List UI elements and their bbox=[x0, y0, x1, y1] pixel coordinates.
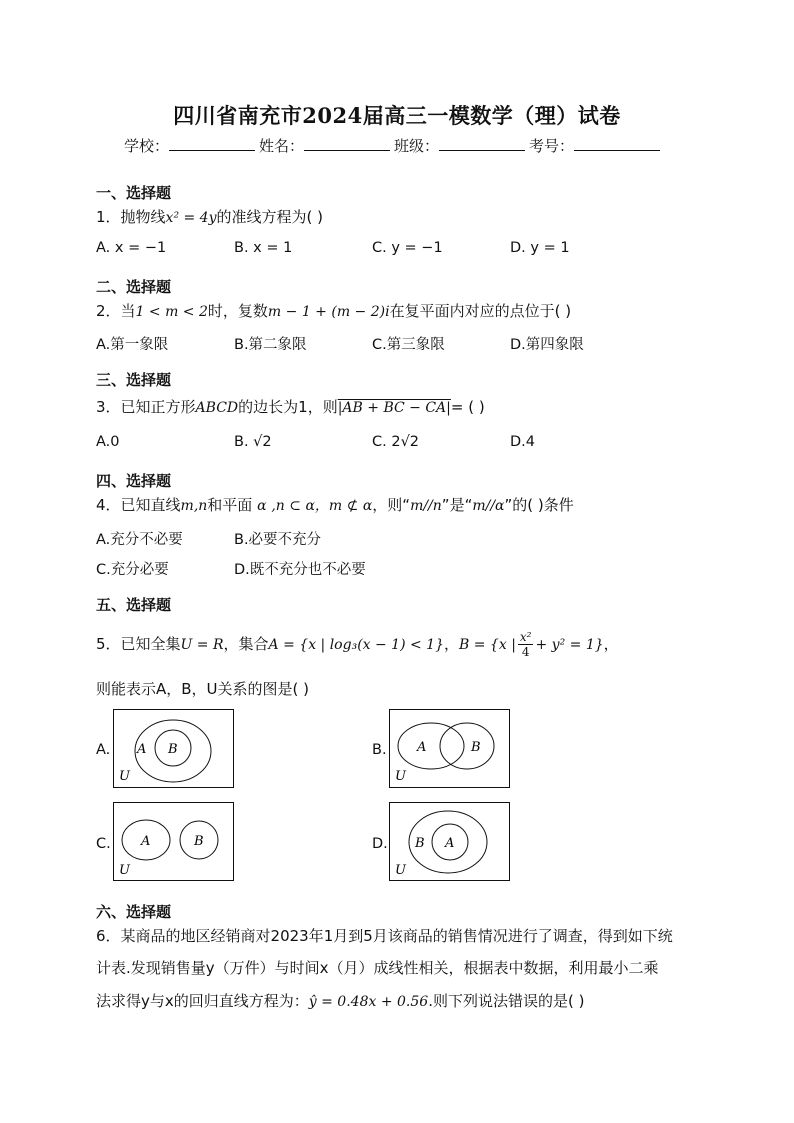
q5-end: ， bbox=[603, 635, 619, 653]
q4-text: ,n ⊂ α， bbox=[271, 498, 329, 514]
q4-option-a[interactable]: A.充分不必要 bbox=[96, 532, 183, 548]
universal-label: U bbox=[119, 863, 130, 878]
q4-expression: m//α bbox=[472, 498, 505, 514]
q5-option-a[interactable]: A. bbox=[96, 742, 111, 758]
q4-text: ，则“ bbox=[372, 496, 411, 514]
set-a-label: A bbox=[417, 740, 427, 755]
q1-option-d[interactable]: D. y = 1 bbox=[510, 240, 570, 256]
q2-suffix: 在复平面内对应的点位于( ) bbox=[389, 302, 572, 320]
set-b-label: B bbox=[194, 834, 204, 849]
q5-fraction-numerator: x² bbox=[519, 630, 532, 644]
venn-diagram-b[interactable] bbox=[389, 709, 511, 789]
q2-option-c[interactable]: C.第三象限 bbox=[372, 337, 445, 353]
section-heading: 五、选择题 bbox=[96, 596, 172, 614]
q4-expression: m//n bbox=[410, 498, 442, 514]
universal-label: U bbox=[395, 863, 406, 878]
question-2 bbox=[96, 300, 571, 321]
q2-option-a[interactable]: A.第一象限 bbox=[96, 337, 169, 353]
q1-expression: x² = 4y bbox=[165, 210, 217, 226]
q4-option-d[interactable]: D.既不充分也不必要 bbox=[234, 562, 366, 578]
q5-fraction bbox=[518, 630, 534, 659]
q4-text: ”是“ bbox=[441, 496, 473, 514]
q2-option-d[interactable]: D.第四象限 bbox=[510, 337, 584, 353]
set-a-label: A bbox=[141, 834, 151, 849]
question-3 bbox=[96, 396, 485, 417]
q2-option-b[interactable]: B.第二象限 bbox=[234, 337, 307, 353]
q5-prefix: 5．已知全集 bbox=[96, 635, 181, 653]
set-a-label: A bbox=[137, 742, 147, 757]
q2-prefix: 2．当 bbox=[96, 302, 136, 320]
page-title: 四川省南充市2024届高三一模数学（理）试卷 bbox=[173, 103, 621, 128]
q5-line-2: 则能表示A，B，U关系的图是( ) bbox=[96, 680, 310, 698]
q5-option-c[interactable]: C. bbox=[96, 836, 111, 852]
venn-diagram-c[interactable] bbox=[113, 802, 235, 882]
name-label: 姓名： bbox=[259, 137, 305, 155]
q4-option-b[interactable]: B.必要不充分 bbox=[234, 532, 322, 548]
number-blank[interactable] bbox=[574, 136, 660, 151]
q4-expression: m ⊄ α bbox=[328, 498, 373, 514]
q1-option-b[interactable]: B. x = 1 bbox=[234, 240, 293, 256]
section-heading: 四、选择题 bbox=[96, 472, 172, 490]
q2-mid: 时，复数 bbox=[207, 302, 268, 320]
universal-rect bbox=[114, 803, 234, 881]
section-heading: 三、选择题 bbox=[96, 371, 172, 389]
school-label: 学校： bbox=[124, 137, 170, 155]
question-1 bbox=[96, 206, 323, 227]
q4-alpha: α bbox=[257, 498, 267, 514]
venn-diagram-d[interactable] bbox=[389, 802, 511, 882]
q6-regression-equation: ŷ = 0.48x + 0.56 bbox=[308, 994, 429, 1010]
q5-option-b[interactable]: B. bbox=[372, 742, 387, 758]
q3-suffix: = ( ) bbox=[450, 398, 485, 416]
set-b-label: B bbox=[415, 836, 425, 851]
q4-text: 和平面 bbox=[207, 496, 253, 514]
q6-line-3-suffix: .则下列说法错误的是( ) bbox=[428, 992, 585, 1010]
q6-line-2: 计表.发现销售量y（万件）与时间x（月）成线性相关，根据表中数据，利用最小二乘 bbox=[96, 959, 659, 977]
set-a-label: A bbox=[445, 836, 455, 851]
q3-prefix: 3．已知正方形 bbox=[96, 398, 196, 416]
q1-option-c[interactable]: C. y = −1 bbox=[372, 240, 443, 256]
question-5 bbox=[96, 630, 619, 659]
q5-set-a: A = {x | log₃(x − 1) < 1} bbox=[268, 637, 444, 653]
q3-mid: 的边长为1，则 bbox=[238, 398, 338, 416]
q5-mid: ，集合 bbox=[223, 635, 269, 653]
q5-set-b-left: B = {x | bbox=[459, 637, 516, 653]
q6-line-3-text: 法求得y与x的回归直线方程为： bbox=[96, 992, 309, 1010]
universal-label: U bbox=[395, 769, 406, 784]
q2-condition: 1 < m < 2 bbox=[135, 304, 208, 320]
q1-prefix: 1．抛物线 bbox=[96, 208, 166, 226]
q2-expression: m − 1 + (m − 2)i bbox=[267, 304, 390, 320]
class-label: 班级： bbox=[394, 137, 440, 155]
q1-option-a[interactable]: A. x = −1 bbox=[96, 240, 167, 256]
q3-option-c[interactable]: C. 2√2 bbox=[372, 434, 420, 450]
set-b-label: B bbox=[471, 740, 481, 755]
q5-set-b-right: + y² = 1} bbox=[535, 637, 604, 653]
q3-shape: ABCD bbox=[195, 400, 239, 416]
student-info bbox=[124, 135, 664, 156]
q6-line-3 bbox=[96, 990, 584, 1011]
section-heading: 二、选择题 bbox=[96, 278, 172, 296]
number-label: 考号： bbox=[529, 137, 575, 155]
class-blank[interactable] bbox=[439, 136, 525, 151]
q5-fraction-denominator: 4 bbox=[521, 645, 530, 659]
q5-universal-set: U = R bbox=[180, 637, 224, 653]
set-b-label: B bbox=[168, 742, 178, 757]
set-a-ellipse bbox=[398, 723, 464, 769]
q1-suffix: 的准线方程为( ) bbox=[216, 208, 323, 226]
universal-label: U bbox=[119, 769, 130, 784]
school-blank[interactable] bbox=[169, 136, 255, 151]
venn-diagram-a[interactable] bbox=[113, 709, 235, 789]
q3-option-b[interactable]: B. √2 bbox=[234, 434, 272, 450]
q5-separator: ， bbox=[444, 635, 460, 653]
q4-text: 4．已知直线 bbox=[96, 496, 181, 514]
q3-vector-expression: |AB + BC − CA| bbox=[337, 400, 451, 416]
question-4 bbox=[96, 494, 574, 515]
q4-text: ”的( )条件 bbox=[504, 496, 574, 514]
q5-option-d[interactable]: D. bbox=[372, 836, 388, 852]
section-heading: 六、选择题 bbox=[96, 903, 172, 921]
q6-line-1: 6．某商品的地区经销商对2023年1月到5月该商品的销售情况进行了调查，得到如下统 bbox=[96, 927, 673, 945]
name-blank[interactable] bbox=[304, 136, 390, 151]
q3-option-a[interactable]: A.0 bbox=[96, 434, 120, 450]
q4-vars: m,n bbox=[180, 498, 208, 514]
universal-rect bbox=[390, 710, 510, 788]
section-heading: 一、选择题 bbox=[96, 184, 172, 202]
set-b-ellipse bbox=[440, 723, 494, 769]
q3-option-d[interactable]: D.4 bbox=[510, 434, 535, 450]
q4-option-c[interactable]: C.充分必要 bbox=[96, 562, 169, 578]
